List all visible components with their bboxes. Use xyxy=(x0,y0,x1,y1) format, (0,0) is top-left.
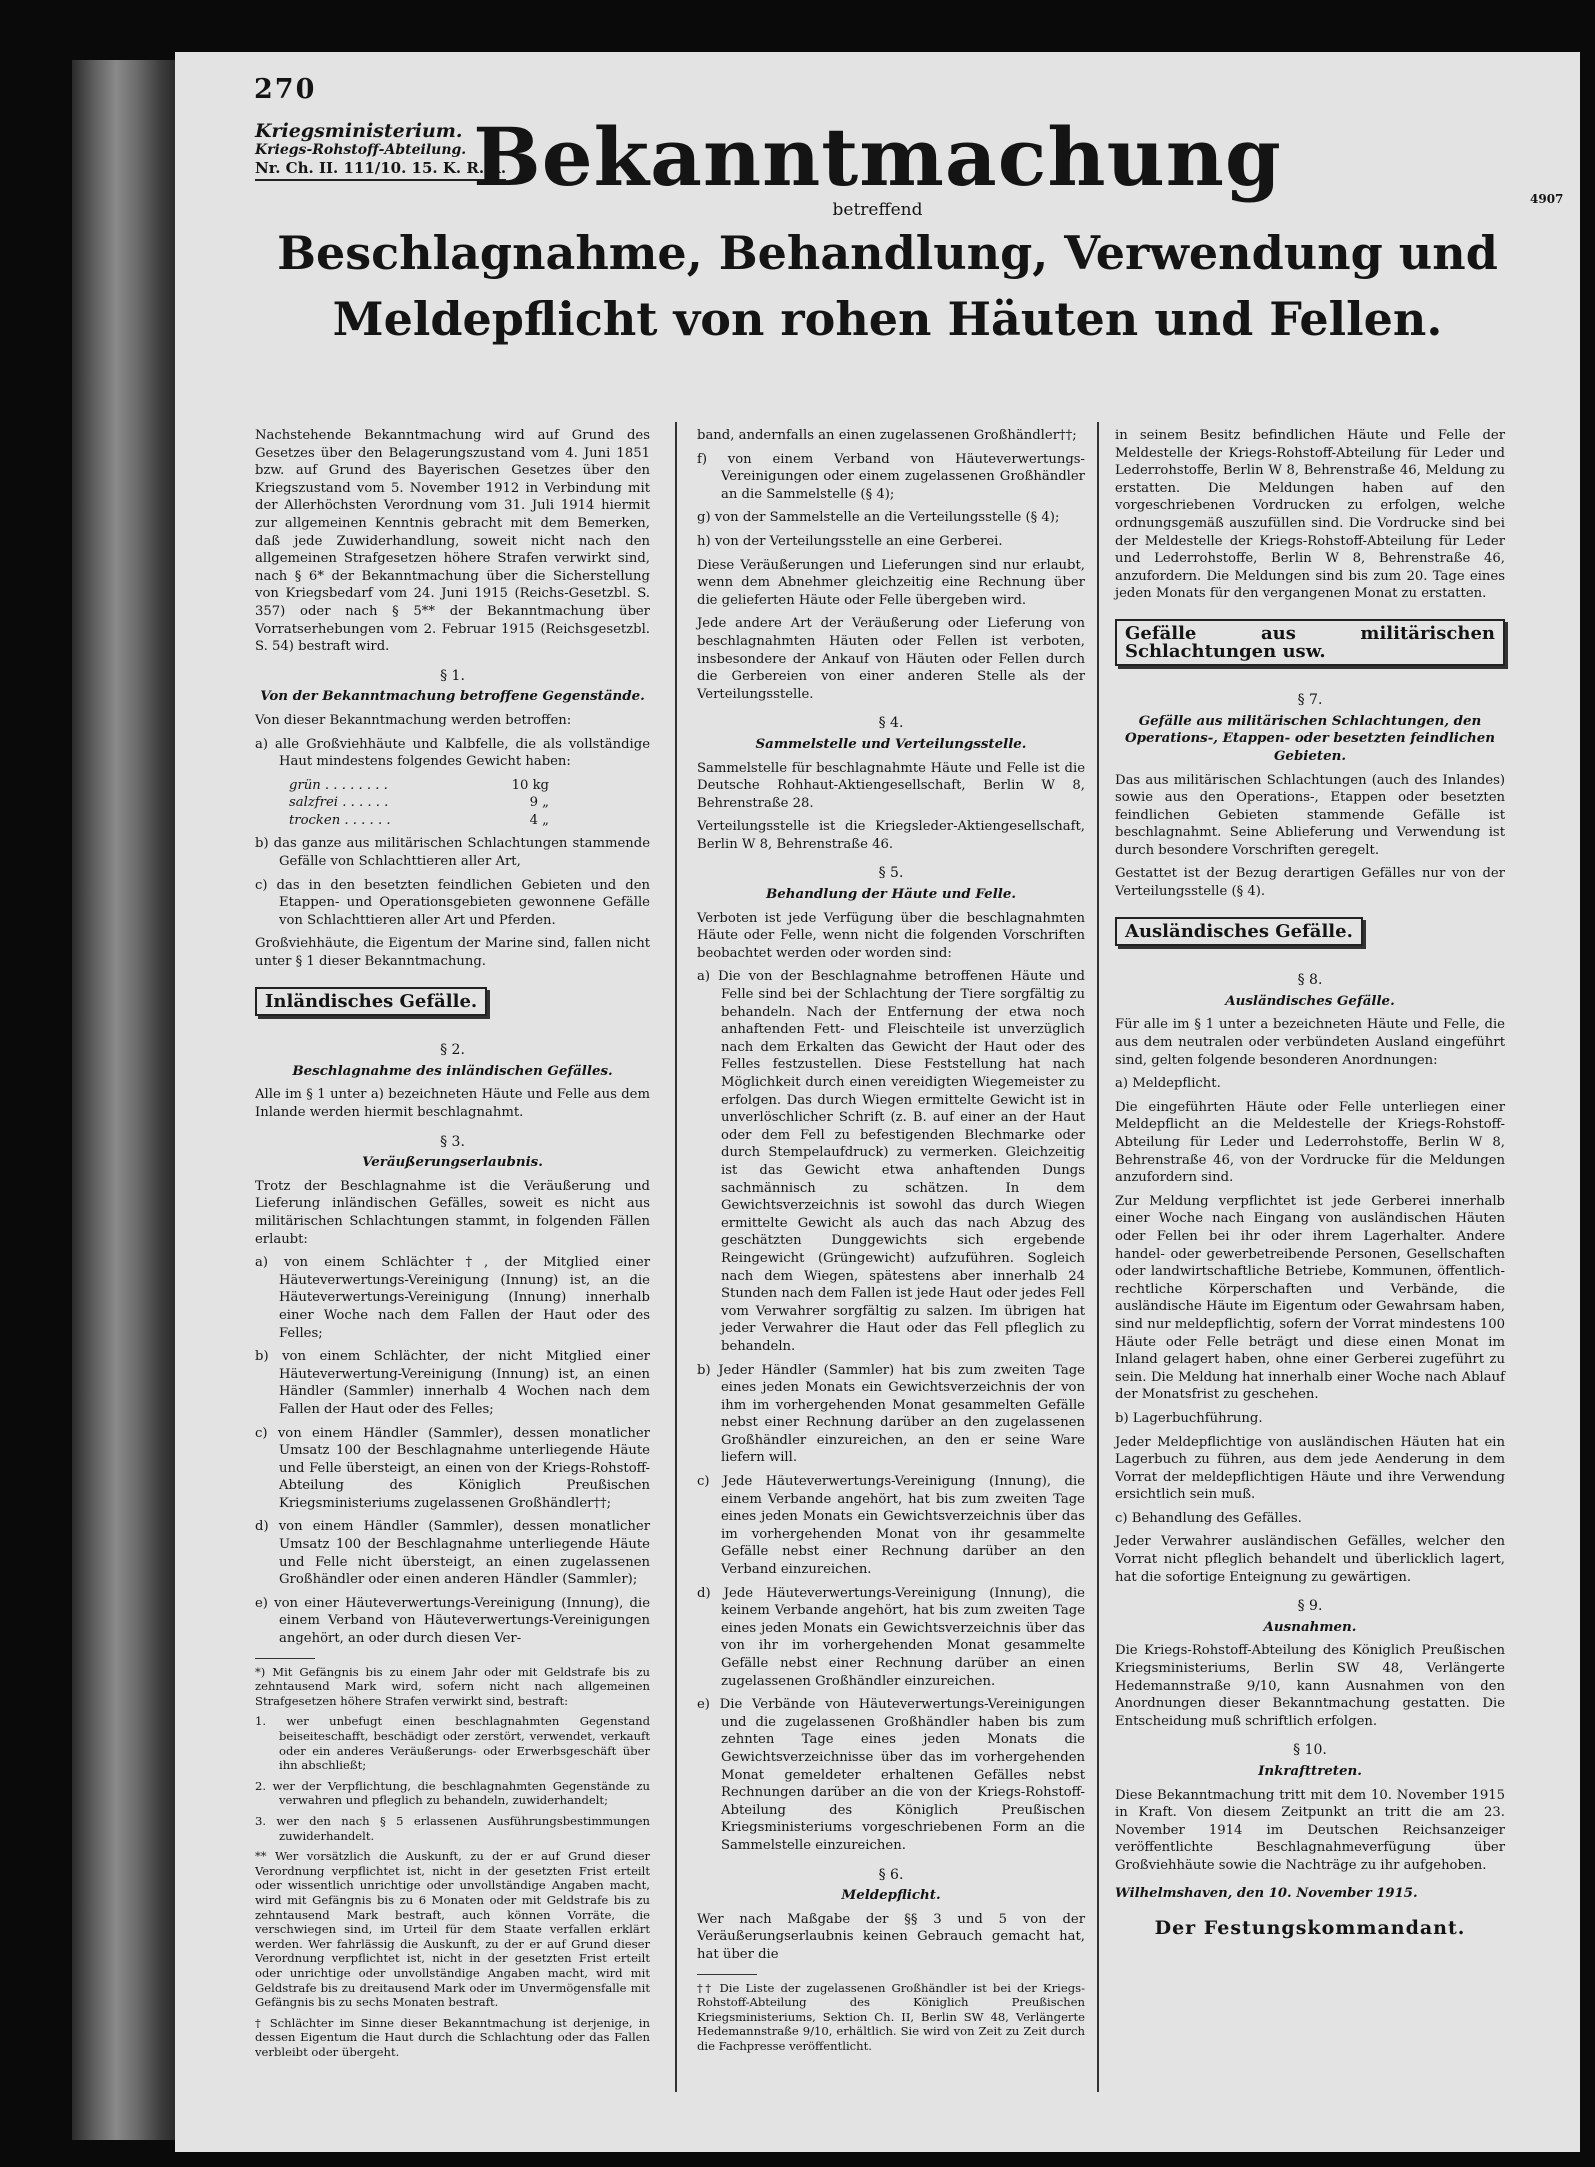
list-item: d) von einem Händler (Sammler), dessen monatlicher Umsatz 100 der Beschlagnahme unterliegende Häute und Felle nicht übersteigt, an einen zugelassenen Großhändler oder einen anderen Händler (Sammler); xyxy=(255,1519,650,1588)
page-number: 270 xyxy=(254,74,317,105)
list-item: e) Die Verbände von Häuteverwertungs-Vereinigungen und die zugelassenen Großhändler haben bis zum zehnten Tage eines jeden Monats die Gewichtsverzeichnisse über das im vorhergehenden Monat gemeldeter erhaltenen Gefälles nebst Rechnungen darüber an die von der Kriegs-Rohstoff-Abteilung des Königlich Preußischen Kriegsministeriums vorgeschriebenen Form an die Sammelstelle einzureichen. xyxy=(697,1697,1085,1853)
subheading: c) Behandlung des Gefälles. xyxy=(1115,1510,1302,1526)
column-rule-2 xyxy=(1097,422,1099,2092)
section-heading: Meldepflicht. xyxy=(841,1887,941,1904)
weight-label: grün . . . . . . . . xyxy=(289,777,388,793)
paragraph: Diese Veräußerungen und Lieferungen sind nur erlaubt, wenn dem Abnehmer gleichzeitig eine Rechnung über die gelieferten Häute oder Felle übergeben wird. xyxy=(697,557,1085,608)
document-title: Bekanntmachung xyxy=(473,110,1282,204)
section-heading: Sammelstelle und Verteilungsstelle. xyxy=(755,735,1027,752)
paragraph: Das aus militärischen Schlachtungen (auch des Inlandes) sowie aus den Operations-, Etappen oder besetzten feindlichen Gebieten stammende Gefälle ist beschlagnahmt. Seine Ablieferung und Verwendung ist durch besondere Vorschriften geregelt. xyxy=(1115,772,1505,858)
paragraph: Jeder Meldepflichtige von ausländischen Häuten hat ein Lagerbuch zu führen, aus dem jede Aenderung in dem Vorrat der meldepflichtigen Häute und ihre Verwendung ersichtlich sein muß. xyxy=(1115,1434,1505,1503)
section-number: § 3. xyxy=(440,1133,465,1150)
paragraph: Jeder Verwahrer ausländischen Gefälles, welcher den Vorrat nicht pfleglich behandelt und überlicklich lagert, hat die sofortige Enteignung zu gewärtigen. xyxy=(1115,1534,1505,1585)
issuer-ministry: Kriegsministerium. xyxy=(255,120,463,142)
paragraph: Für alle im § 1 unter a bezeichneten Häute und Felle, die aus dem neutralen oder verbündeten Ausland eingeführt sind, gelten folgende besonderen Anordnungen: xyxy=(1115,1017,1505,1068)
section-heading: Gefälle aus militärischen Schlachtungen, den Operations-, Etappen- oder besetzten feindlichen Gebieten. xyxy=(1124,712,1496,764)
boxed-heading: Gefälle aus militärischen Schlachtungen usw. xyxy=(1115,619,1505,666)
weight-row xyxy=(289,794,549,812)
section-number: § 6. xyxy=(878,1866,904,1883)
footnote: † Schlächter im Sinne dieser Bekanntmachung ist derjenige, in dessen Eigentum die Haut durch die Schlachtung oder das Fallen verbleibt oder übergeht. xyxy=(255,2015,650,2059)
column-rule-1 xyxy=(675,422,677,2092)
subheading: b) Lagerbuchführung. xyxy=(1115,1410,1263,1426)
list-item: e) von einer Häuteverwertungs-Vereinigung (Innung), die einem Verband von Häuteverwertungs-Vereinigungen angehört, an oder durch diesen Ver- xyxy=(255,1595,650,1647)
betreffend-label: betreffend xyxy=(832,200,923,220)
paragraph: in seinem Besitz befindlichen Häute und Felle der Meldestelle der Kriegs-Rohstoff-Abteilung für Leder und Lederrohstoffe, Berlin W 8, Behrenstraße 46, Meldung zu erstatten. Die Meldungen haben auf den vorgeschriebenen Vordrucken zu erfolgen, welche ordnungsgemäß auszufüllen sind. Die Vordrucke sind bei der Meldestelle der Kriegs-Rohstoff-Abteilung für Leder und Lederrohstoffe, Berlin W 8, Behrenstraße 46, anzufordern. Die Meldungen sind bis zum 20. Tage eines jeden Monats für den vergangenen Monat zu erstatten. xyxy=(1115,428,1505,602)
list-item: f) von einem Verband von Häuteverwertungs-Vereinigungen oder einem zugelassenen Großhändler an die Sammelstelle (§ 4); xyxy=(697,451,1085,502)
section-heading: Behandlung der Häute und Felle. xyxy=(765,886,1017,903)
weight-value: 4 „ xyxy=(529,812,549,828)
paragraph: Von dieser Bekanntmachung werden betroffen: xyxy=(255,712,572,728)
subheading: a) Meldepflicht. xyxy=(1115,1076,1221,1092)
footnote-item: 1. wer unbefugt einen beschlagnahmten Gegenstand beiseiteschafft, beschädigt oder zerstört, verwendet, verkauft oder ein anderes Veräußerungs- oder Erwerbsgeschäft über ihn abschließt; xyxy=(255,1714,650,1773)
footnote-rule xyxy=(697,1974,757,1975)
section-number: § 10. xyxy=(1293,1742,1327,1759)
paragraph: Verboten ist jede Verfügung über die beschlagnahmten Häute oder Felle, wenn nicht die folgenden Vorschriften beobachtet werden oder worden sind: xyxy=(697,910,1085,961)
footnote: †† Die Liste der zugelassenen Großhändler ist bei der Kriegs-Rohstoff-Abteilung des Königlich Preußischen Kriegsministeriums, Sektion Ch. II, Berlin SW 48, Verlängerte Hedemannstraße 9/10, erhältlich. Sie wird von Zeit zu Zeit durch die Fachpresse veröffentlicht. xyxy=(697,1980,1085,2053)
list-item: a) alle Großviehhäute und Kalbfelle, die als vollständige Haut mindestens folgendes Gewicht haben: xyxy=(255,736,650,770)
section-number: § 7. xyxy=(1297,692,1323,709)
column-3 xyxy=(1115,427,1505,1938)
book-spine xyxy=(72,60,182,2140)
paragraph: Zur Meldung verpflichtet ist jede Gerberei innerhalb einer Woche nach Eingang von ausländischen Häuten oder Fellen bei ihr oder ihrem Lagerhalter. Andere handel- oder gewerbetreibende Personen, Gesellschaften oder landwirtschaftliche Betriebe, Kommunen, öffentlich-rechtliche Körperschaften und Verbände, die ausländische Häute im Eigentum oder Gewahrsam haben, sind nur meldepflichtig, sofern der Vorrat mindestens 100 Häute oder Felle beträgt und diese einen Monat im Inland gelagert haben, ohne einer Gerberei zugeführt zu sein. Die Meldung hat innerhalb einer Woche nach Ablauf der Monatsfrist zu geschehen. xyxy=(1115,1193,1505,1403)
section-number: § 8. xyxy=(1297,972,1323,989)
weight-row xyxy=(289,777,549,795)
list-item: d) Jede Häuteverwertungs-Vereinigung (Innung), die keinem Verbande angehört, hat bis zum zweiten Tage eines jeden Monats ein Gewichtsverzeichnis über das von ihr im vorhergehenden Monat gesammelte Gefälle nebst einer Rechnung darüber an einen zugelassenen Großhändler einzureichen. xyxy=(697,1585,1085,1689)
footnote: *) Mit Gefängnis bis zu einem Jahr oder mit Geldstrafe bis zu zehntausend Mark wird, sofern nicht nach allgemeinen Strafgesetzen höhere Strafen verwirkt sind, bestraft: xyxy=(255,1664,650,1708)
footnote-rule xyxy=(255,1658,315,1659)
boxed-heading: Inländisches Gefälle. xyxy=(255,987,487,1017)
section-number: § 9. xyxy=(1297,1598,1323,1615)
weight-row xyxy=(289,812,549,830)
section-number: § 5. xyxy=(878,865,904,882)
list-item: h) von der Verteilungsstelle an eine Gerberei. xyxy=(697,533,1003,549)
list-item: c) das in den besetzten feindlichen Gebieten und den Etappen- und Operationsgebieten gewonnene Gefälle von Schlachttieren aller Art und Pferden. xyxy=(255,877,650,928)
side-number: 4907 xyxy=(1530,192,1564,206)
document-subtitle: Beschlagnahme, Behandlung, Verwendung und Meldepflicht von rohen Häuten und Fellen. xyxy=(277,226,1498,346)
issuer-reference: Nr. Ch. II. 111/10. 15. K. R. A. xyxy=(255,159,506,181)
place-date: Wilhelmshaven, den 10. November 1915. xyxy=(1115,1885,1418,1901)
paragraph: Großviehhäute, die Eigentum der Marine sind, fallen nicht unter § 1 dieser Bekanntmachung. xyxy=(255,936,650,970)
intro-paragraph: Nachstehende Bekanntmachung wird auf Grund des Gesetzes über den Belagerungszustand vom 4. Juni 1851 bzw. auf Grund des Bayerischen Gesetzes über den Kriegszustand vom 5. November 1912 in Verbindung mit der Allerhöchsten Verordnung vom 31. Juli 1914 hiermit zur allgemeinen Kenntnis gebracht mit dem Bemerken, daß jede Zuwiderhandlung, soweit nicht nach den allgemeinen Strafgesetzen höhere Strafen verwirkt sind, nach § 6* der Bekanntmachung über die Sicherstellung von Kriegsbedarf vom 24. Juni 1915 (Reichs-Gesetzbl. S. 357) oder nach § 5** der Bekanntmachung über Vorratserhebungen vom 2. Februar 1915 (Reichsgesetzbl. S. 54) bestraft wird. xyxy=(255,428,650,655)
footnote-item: 2. wer der Verpflichtung, die beschlagnahmten Gegenstände zu verwahren und pfleglich zu behandeln, zuwiderhandelt; xyxy=(255,1778,650,1808)
section-heading: Von der Bekanntmachung betroffene Gegenstände. xyxy=(260,688,645,705)
signature: Der Festungskommandant. xyxy=(1154,1917,1466,1940)
paragraph: Die Kriegs-Rohstoff-Abteilung des Königlich Preußischen Kriegsministeriums, Berlin SW 48, Verlängerte Hedemannstraße 9/10, kann Ausnahmen von den Anordnungen dieser Bekanntmachung gestatten. Die Entscheidung muß schriftlich erfolgen. xyxy=(1115,1643,1505,1729)
list-item: b) Jeder Händler (Sammler) hat bis zum zweiten Tage eines jeden Monats ein Gewichtsverzeichnis der von ihm im vorhergehenden Monat gesammelten Gefälle nebst einer Rechnung darüber an den zugelassenen Großhändler einzureichen, an den er seine Ware liefern will. xyxy=(697,1362,1085,1466)
section-number: § 2. xyxy=(440,1042,465,1059)
list-item: a) von einem Schlächter†, der Mitglied einer Häuteverwertungs-Vereinigung (Innung) ist, an die Häuteverwertungs-Vereinigung (Innung) innerhalb einer Woche nach dem Fallen der Haut oder des Felles; xyxy=(255,1255,650,1341)
list-item: a) Die von der Beschlagnahme betroffenen Häute und Felle sind bei der Schlachtung der Tiere sorgfältig zu behandeln. Nach der Entfernung der etwa noch anhaftenden Fett- und Fleischteile ist unverzüglich nach dem Erkalten das Gewicht der Haut oder des Felles festzustellen. Diese Feststellung hat nach Möglichkeit durch einen vereidigten Wiegemeister zu erfolgen. Das durch Wiegen ermittelte Gewicht ist in unverlöschlicher Schrift (z. B. auf einer an der Haut oder dem Fell zu befestigenden Blechmarke oder durch Stempelaufdruck) zu vermerken. Gleichzeitig ist das Gewicht etwa anhaftenden Dungs sachmännisch zu schätzen. In dem Gewichtsverzeichnis ist sowohl das durch Wiegen ermittelte Gewicht als auch das nach Abzug des geschätzten Dunggewichts sich ergebende Reingewicht (Grüngewicht) aufzuführen. Sogleich nach dem Wiegen, spätestens aber innerhalb 24 Stunden nach dem Fallen ist jede Haut oder jedes Fell vom Verwahrer sorgfältig zu salzen. Im übrigen hat jeder Verwahrer die Haut oder das Fell pfleglich zu behandeln. xyxy=(697,969,1085,1354)
weight-label: salzfrei . . . . . . xyxy=(289,795,389,811)
weight-table xyxy=(289,777,650,830)
paragraph: Verteilungsstelle ist die Kriegsleder-Aktiengesellschaft, Berlin W 8, Behrenstraße 46. xyxy=(697,819,1085,852)
paragraph: Alle im § 1 unter a) bezeichneten Häute und Felle aus dem Inlande werden hiermit beschlagnahmt. xyxy=(255,1087,650,1120)
issuer-department: Kriegs-Rohstoff-Abteilung. xyxy=(255,142,467,158)
paragraph: Die eingeführten Häute oder Felle unterliegen einer Meldepflicht an die Meldestelle der Kriegs-Rohstoff-Abteilung für Leder und Lederrohstoffe, Berlin W 8, Behrenstraße 46, von der Vordrucke für die Meldungen anzufordern sind. xyxy=(1115,1099,1505,1186)
boxed-heading: Ausländisches Gefälle. xyxy=(1115,917,1363,947)
list-item: c) Jede Häuteverwertungs-Vereinigung (Innung), die einem Verbande angehört, hat bis zum zweiten Tage eines jeden Monats ein Gewichtsverzeichnis über das im vorhergehenden Monat von ihr gesammelte Gefälle nebst einer Rechnung darüber an den Verband einzureichen. xyxy=(697,1474,1085,1578)
footnote: ** Wer vorsätzlich die Auskunft, zu der er auf Grund dieser Verordnung verpflichtet ist, nicht in der gesetzten Frist erteilt oder wissentlich unrichtige oder unvollständige Angaben macht, wird mit Gefängnis bis zu 6 Monaten oder mit Geldstrafe bis zu zehntausend Mark bestraft, auch können Vorräte, die verschwiegen sind, im Urteil für dem Staate verfallen erklärt werden. Wer fahrlässig die Auskunft, zu der er auf Grund dieser Verordnung verpflichtet ist, nicht in der gesetzten Frist erteilt oder unrichtige oder unvollständige Angaben macht, wird mit Geldstrafe bis zu dreitausend Mark oder im Unvermögensfalle mit Gefängnis bis zu sechs Monaten bestraft. xyxy=(255,1849,650,2010)
weight-value: 10 kg xyxy=(511,777,549,793)
footnotes xyxy=(255,1665,650,2060)
paragraph: band, andernfalls an einen zugelassenen Großhändler††; xyxy=(697,428,1077,443)
section-heading: Veräußerungserlaubnis. xyxy=(362,1154,543,1171)
paragraph: Jede andere Art der Veräußerung oder Lieferung von beschlagnahmten Häuten oder Fellen ist verboten, insbesondere der Ankauf von Häuten oder Fellen durch die Gerbereien von einer anderen Stelle als der Verteilungsstelle. xyxy=(697,616,1085,702)
list-item: c) von einem Händler (Sammler), dessen monatlicher Umsatz 100 der Beschlagnahme unterliegende Häute und Felle übersteigt, an einen von der Kriegs-Rohstoff-Abteilung des Königlich Preußischen Kriegsministeriums zugelassenen Großhändler††; xyxy=(255,1425,650,1511)
column-2 xyxy=(697,427,1085,2059)
weight-label: trocken . . . . . . xyxy=(289,812,391,828)
paragraph: Trotz der Beschlagnahme ist die Veräußerung und Lieferung inländischen Gefälles, soweit es nicht aus militärischen Schlachtungen stammt, in folgenden Fällen erlaubt: xyxy=(255,1178,650,1247)
section-heading: Inkrafttreten. xyxy=(1258,1763,1362,1779)
section-heading: Ausnahmen. xyxy=(1263,1618,1357,1635)
footnote-item: 3. wer den nach § 5 erlassenen Ausführungsbestimmungen zuwiderhandelt. xyxy=(255,1813,650,1843)
paragraph: Gestattet ist der Bezug derartigen Gefälles nur von der Verteilungsstelle (§ 4). xyxy=(1115,866,1505,900)
list-item: b) von einem Schlächter, der nicht Mitglied einer Häuteverwertung-Vereinigung (Innung) ist, an einen Händler (Sammler) innerhalb 4 Wochen nach dem Fallen der Haut oder des Felles; xyxy=(255,1349,650,1417)
paragraph: Wer nach Maßgabe der §§ 3 und 5 von der Veräußerungserlaubnis keinen Gebrauch gemacht hat, hat über die xyxy=(697,1911,1085,1962)
paragraph: Diese Bekanntmachung tritt mit dem 10. November 1915 in Kraft. Von diesem Zeitpunkt an tritt die am 23. November 1914 im Deutschen Reichsanzeiger veröffentlichte Beschlagnahmeverfügung über Großviehhäute sowie die Nachträge zu ihr aufgehoben. xyxy=(1115,1787,1505,1873)
section-heading: Beschlagnahme des inländischen Gefälles. xyxy=(292,1062,613,1079)
section-number: § 1. xyxy=(440,667,465,684)
newspaper-page xyxy=(175,52,1580,2152)
column-1 xyxy=(255,427,650,2065)
paragraph: Sammelstelle für beschlagnahmte Häute und Felle ist die Deutsche Rohhaut-Aktiengesellschaft, Berlin W 8, Behrenstraße 28. xyxy=(697,760,1085,811)
list-item: g) von der Sammelstelle an die Verteilungsstelle (§ 4); xyxy=(697,510,1060,526)
section-number: § 4. xyxy=(878,715,904,732)
list-item: b) das ganze aus militärischen Schlachtungen stammende Gefälle von Schlachttieren aller Art, xyxy=(255,836,650,870)
section-heading: Ausländisches Gefälle. xyxy=(1225,992,1395,1009)
weight-value: 9 „ xyxy=(529,795,549,811)
